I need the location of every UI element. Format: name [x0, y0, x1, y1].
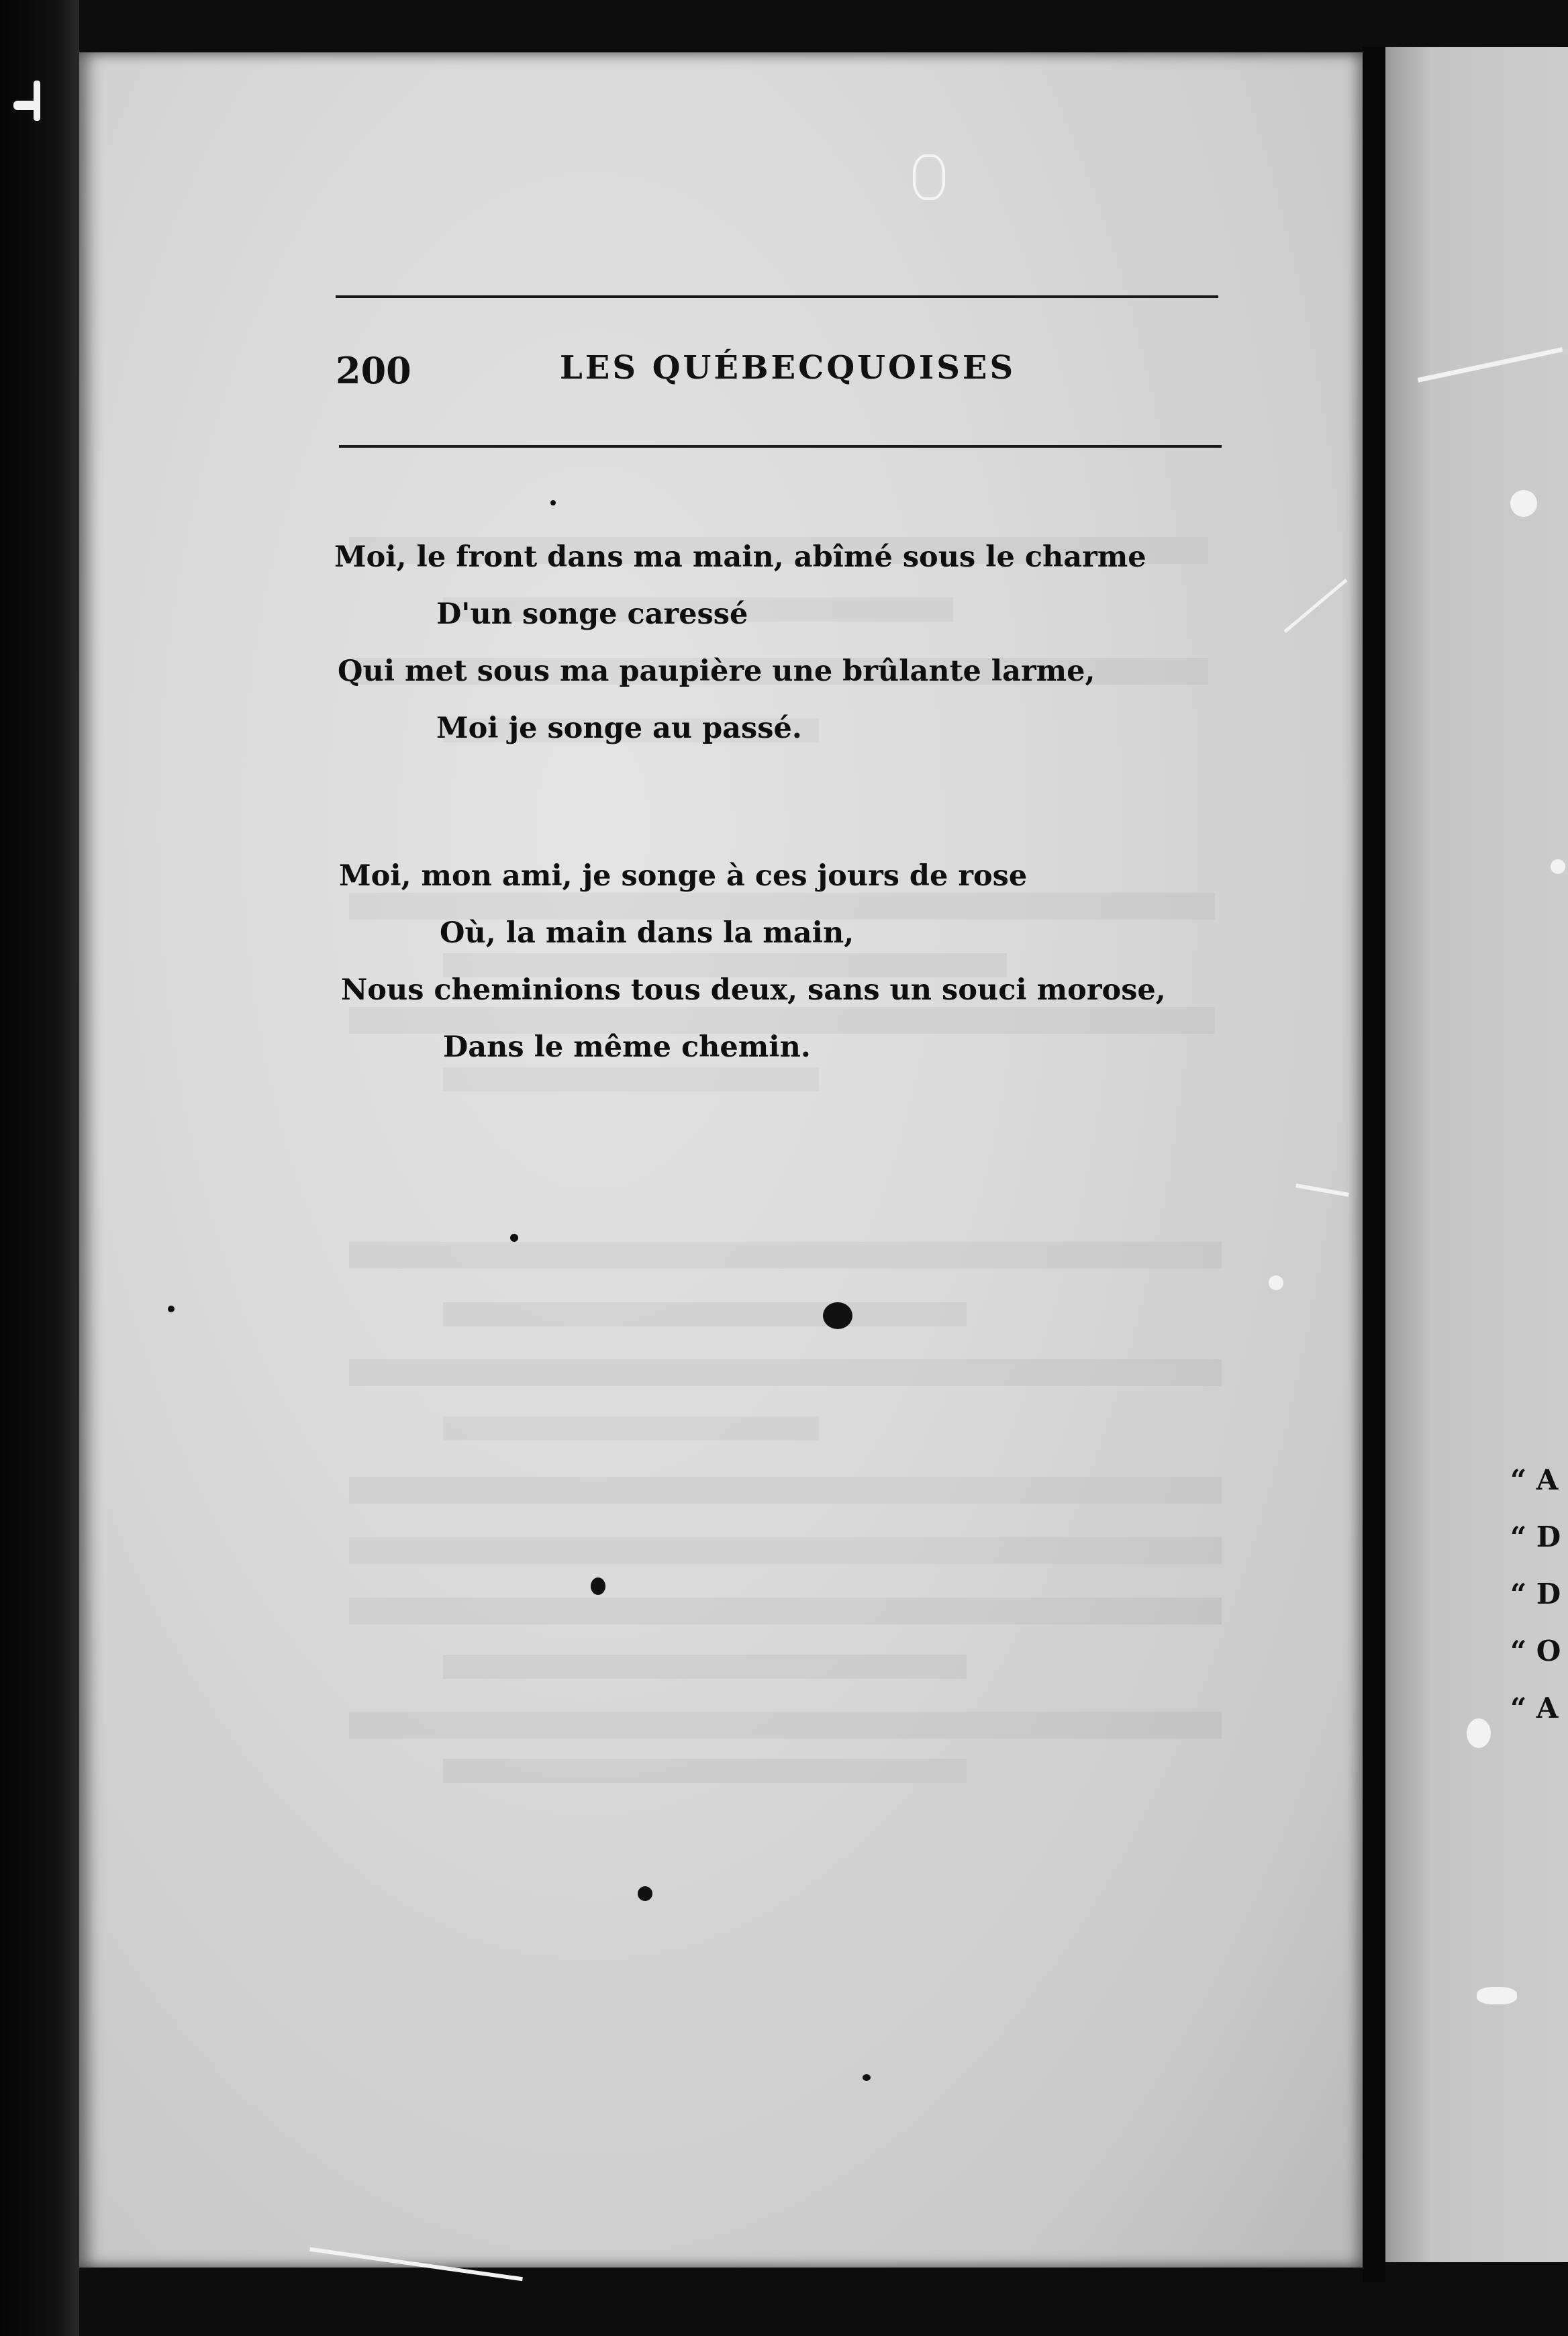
poem-line: Où, la main dans la main,	[440, 916, 854, 950]
scratch-mark	[913, 154, 945, 200]
ink-speck	[510, 1234, 518, 1242]
scratch-mark	[1510, 490, 1537, 517]
quote-line-start: “ D	[1510, 1520, 1561, 1553]
page-header	[336, 349, 1222, 403]
scratch-mark	[1551, 859, 1565, 874]
ink-speck	[638, 1886, 652, 1901]
ink-speck	[591, 1577, 605, 1595]
poem-line: Nous cheminions tous deux, sans un souci morose,	[341, 973, 1166, 1007]
running-title: LES QUÉBECQUOISES	[560, 349, 1016, 387]
quote-line-start: “ A	[1510, 1463, 1559, 1496]
poem-line: Qui met sous ma paupière une brûlante larme,	[338, 654, 1095, 688]
scratch-mark	[1269, 1275, 1283, 1290]
header-top-rule	[336, 295, 1218, 298]
ink-speck	[550, 500, 556, 505]
ink-speck	[168, 1306, 175, 1312]
ink-speck	[823, 1302, 852, 1329]
quote-line-start: “ D	[1510, 1577, 1561, 1610]
poem-line: Dans le même chemin.	[443, 1030, 811, 1064]
poem-line: Moi, mon ami, je songe à ces jours de rose	[339, 859, 1028, 893]
quote-line-start: “ A	[1510, 1692, 1559, 1724]
quote-line-start: “ O	[1510, 1635, 1561, 1667]
page-number: 200	[336, 349, 411, 392]
ink-speck	[863, 2074, 871, 2081]
scratch-mark	[1477, 1987, 1517, 2004]
facing-page-edge	[1385, 47, 1568, 2262]
poem-line: Moi je songe au passé.	[436, 712, 802, 745]
binding-edge	[0, 0, 79, 2336]
header-bottom-rule	[339, 445, 1222, 448]
scratch-mark	[34, 81, 40, 121]
gutter	[1363, 47, 1385, 2282]
poem-line: D'un songe caressé	[436, 597, 748, 631]
scratch-mark	[1467, 1718, 1491, 1748]
poem-line: Moi, le front dans ma main, abîmé sous le charme	[334, 540, 1146, 574]
